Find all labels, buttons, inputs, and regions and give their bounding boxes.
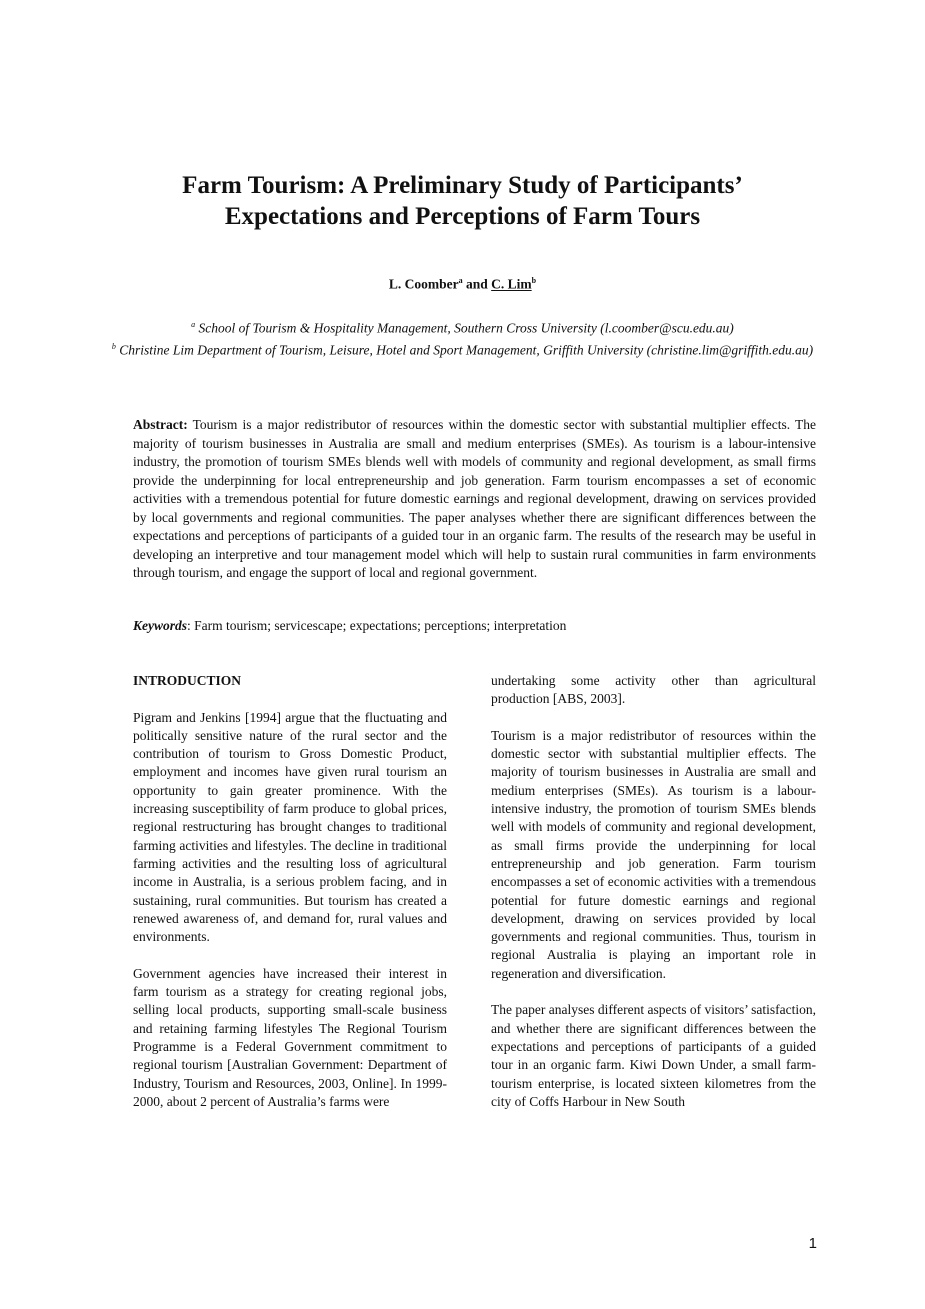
right-paragraph-2: Tourism is a major redistributor of resources within the domestic sector with substantial multiplier effects. The majority of tourism businesses in Australia are small and medium enterprises (SMEs). As tourism is a labour-intensive industry, the promotion of tourism SMEs blends well with models of community and regional development, as small firms provide the underpinning for local entrepreneurship and job generation. Farm tourism encompasses a set of economic activities with a tremendous potential for future domestic earnings and regional development, drawing on services provided by local governments and regional communities. Thus, tourism in regional Australia is playing an important role in regeneration and diversification. <box>491 727 816 981</box>
abstract-label: Abstract: <box>133 417 188 432</box>
page-number: 1 <box>808 1235 817 1252</box>
affiliations <box>100 316 825 360</box>
affiliation-a-mark: a <box>191 320 196 329</box>
author-conjunction: and <box>462 276 492 292</box>
keywords <box>133 617 816 636</box>
author-list <box>0 276 925 293</box>
author-coomber-affil-mark: a <box>458 276 463 285</box>
author-lim-affil-mark: b <box>531 276 537 285</box>
keywords-label: Keywords <box>133 618 187 633</box>
abstract <box>133 416 816 583</box>
right-column <box>491 672 816 1129</box>
title-line-1: Farm Tourism: A Preliminary Study of Participants’ <box>182 172 743 199</box>
title-line-2: Expectations and Perceptions of Farm Tours <box>224 203 701 230</box>
affiliation-b-mark: b <box>111 342 116 351</box>
affiliation-a: School of Tourism & Hospitality Management, Southern Cross University (l.coomber@scu.edu.au) <box>198 320 734 336</box>
keywords-text: : Farm tourism; servicescape; expectations; perceptions; interpretation <box>187 618 567 633</box>
affiliation-b: Christine Lim Department of Tourism, Leisure, Hotel and Sport Management, Griffith University (christine.lim@griffith.edu.au) <box>119 342 814 358</box>
section-heading-introduction: INTRODUCTION <box>133 673 242 688</box>
left-column <box>133 672 447 1129</box>
intro-paragraph-2: Government agencies have increased their interest in farm tourism as a strategy for creating regional jobs, selling local products, supporting small-scale business and retaining farming lifestyles The Regional Tourism Programme is a Federal Government commitment to regional tourism [Australian Government: Department of Industry, Tourism and Resources, 2003, Online]. In 1999-2000, about 2 percent of Australia’s farms were <box>133 965 447 1109</box>
right-paragraph-3: The paper analyses different aspects of visitors’ satisfaction, and whether there are significant differences between the expectations and perceptions of participants of a guided tour in an organic farm. Kiwi Down Under, a small farm-tourism enterprise, is located sixteen kilometres from the city of Coffs Harbour in New South <box>491 1002 816 1109</box>
paper-title <box>60 170 865 232</box>
right-paragraph-1: undertaking some activity other than agricultural production [ABS, 2003]. <box>491 673 816 707</box>
author-lim: C. Lim <box>491 276 532 292</box>
author-coomber: L. Coomber <box>388 276 459 292</box>
abstract-text: Tourism is a major redistributor of resources within the domestic sector with substantial multiplier effects. The majority of tourism businesses in Australia are small and medium enterprises (SMEs). As tourism is a labour-intensive industry, the promotion of tourism SMEs blends well with models of community and regional development, as small firms provide the underpinning for local entrepreneurship and job generation. Farm tourism encompasses a set of economic activities with a tremendous potential for future domestic earnings and regional development, drawing on services provided by local governments and regional communities. The paper analyses whether there are significant differences between the expectations and perceptions of participants of a guided tour in an organic farm. The results of the research may be useful in developing an interpretive and tour management model which will help to sustain rural communities in farm environments through tourism, and engage the support of local and regional government. <box>133 417 816 580</box>
intro-paragraph-1: Pigram and Jenkins [1994] argue that the fluctuating and politically sensitive nature of the rural sector and the contribution of tourism to Gross Domestic Product, employment and incomes have given rural tourism an opportunity to gain greater prominence. With the increasing susceptibility of farm produce to global prices, regional restructuring has brought changes to traditional farming activities and lifestyles. The decline in traditional farming activities and the resulting loss of agricultural income in Australia, is a serious problem facing, and in sustaining, rural communities. But tourism has created a renewed awareness of, and demand for, rural values and environments. <box>133 709 447 945</box>
